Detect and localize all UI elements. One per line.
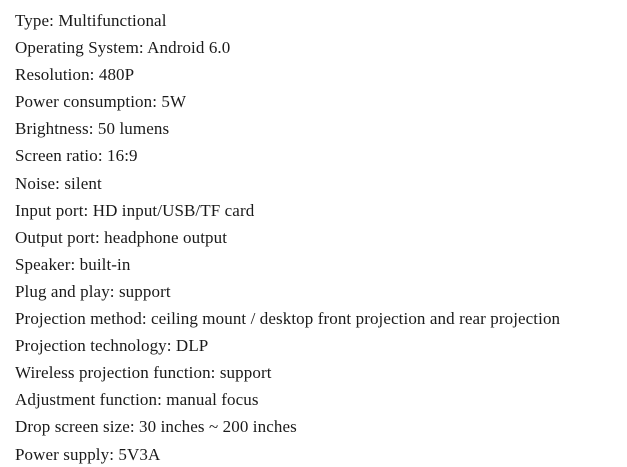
spec-line-projection-technology: Projection technology: DLP <box>15 336 209 356</box>
spec-line-adjustment-function: Adjustment function: manual focus <box>15 390 259 410</box>
spec-line-screen-ratio: Screen ratio: 16:9 <box>15 146 138 166</box>
spec-line-speaker: Speaker: built-in <box>15 254 131 274</box>
spec-line-power-supply: Power supply: 5V3A <box>15 444 161 464</box>
spec-line-input-port: Input port: HD input/USB/TF card <box>15 200 255 220</box>
spec-line-output-port: Output port: headphone output <box>15 227 228 247</box>
spec-line-plug-and-play: Plug and play: support <box>15 281 171 301</box>
spec-line-resolution: Resolution: 480P <box>15 65 135 85</box>
spec-line-drop-screen-size: Drop screen size: 30 inches ~ 200 inches <box>15 417 297 437</box>
spec-line-noise: Noise: silent <box>15 173 102 193</box>
spec-line-type: Type: Multifunctional <box>15 11 167 30</box>
spec-line-operating-system: Operating System: Android 6.0 <box>15 38 231 58</box>
spec-line-projection-method: Projection method: ceiling mount / desktop front projection and rear projection <box>15 309 561 329</box>
spec-line-wireless-projection: Wireless projection function: support <box>15 363 272 383</box>
spec-line-brightness: Brightness: 50 lumens <box>15 119 170 139</box>
spec-line-power-consumption: Power consumption: 5W <box>15 92 187 112</box>
